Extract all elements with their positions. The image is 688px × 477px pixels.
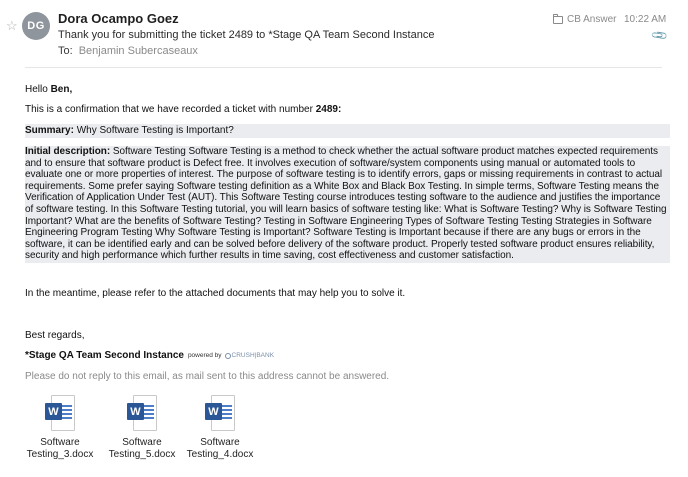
header-divider (25, 67, 662, 68)
meantime-text: In the meantime, please refer to the attached documents that may help you to solve it. (25, 288, 406, 299)
word-badge: W (205, 403, 222, 420)
word-doc-icon (205, 395, 235, 431)
initial-description-block (25, 146, 670, 263)
attachment-item[interactable] (180, 395, 260, 461)
greeting (25, 84, 670, 96)
initial-description-text: Software Testing Software Testing is a method to check whether the actual software product matches expected requirements and to ensure that software product is Defect free. It involves execution of software/system components using manual or automated tools to evaluate one or more properties of interest. The purpose of software testing is to identify errors, gaps or missing requirements in contrast to actual requirements. Some prefer saying Software testing definition as a White Box and Black Box Testing. In simple terms, Software Testing means the Verification of Application Under Test (AUT). This Software Testing course introduces testing software to the audience and justifies the importance of software testing. In this Software Testing tutorial, you will learn basics of software testing like: What is Software Testing? Why is Software Testing Important? What are the benefits of Software Testing? Testing in Software Engineering Types of Software Testing Testing Strategies in Software Engineering Program Testing Why Software Testing is Important? Software Testing is Important because if there are any bugs or errors in the software, it can be identified early and can be solved before delivery of the software product. Properly tested software product ensures reliability, security and high performance which further results in time saving, cost effectiveness and customer satisfaction. (25, 146, 667, 262)
timestamp: 10:22 AM (624, 14, 667, 25)
greeting-name: Ben, (50, 84, 73, 95)
summary-block (25, 124, 670, 138)
confirmation-sentence: This is a confirmation that we have recorded a ticket with number (25, 104, 313, 115)
crushbank-logo-text: CRUSH|BANK (231, 352, 275, 359)
word-doc-icon (127, 395, 157, 431)
attachment-item[interactable] (20, 395, 100, 461)
ticket-number: 2489: (315, 104, 342, 115)
folder-name: CB Answer (567, 14, 617, 25)
avatar: DG (22, 12, 50, 40)
word-badge: W (127, 403, 144, 420)
greeting-word: Hello (25, 84, 48, 95)
recipient-name[interactable]: Benjamin Subercaseaux (78, 45, 198, 57)
attachment-name: Software Testing_5.docx (108, 437, 176, 460)
sender-name: Dora Ocampo Goez (58, 11, 179, 26)
to-label: To: (58, 45, 73, 57)
attachment-item[interactable] (102, 395, 182, 461)
crushbank-logo (225, 350, 275, 362)
noreply-notice: Please do not reply to this email, as mail sent to this address cannot be answered. (25, 371, 390, 382)
signature-team: *Stage QA Team Second Instance (25, 350, 184, 361)
folder-label[interactable] (553, 14, 616, 25)
powered-by-text: powered by (187, 352, 222, 359)
star-icon[interactable]: ☆ (6, 18, 18, 33)
word-doc-icon (45, 395, 75, 431)
confirmation-text (25, 104, 670, 116)
regards-text: Best regards, (25, 330, 85, 341)
word-badge: W (45, 403, 62, 420)
crushbank-mark-icon (225, 353, 231, 359)
initial-description-label: Initial description: (25, 146, 111, 157)
summary-label: Summary: (25, 125, 74, 136)
signature (25, 350, 670, 362)
recipient-line (58, 45, 198, 57)
folder-icon (553, 16, 563, 24)
paperclip-icon: 📎 (651, 26, 670, 45)
email-subject: Thank you for submitting the ticket 2489 to *Stage QA Team Second Instance (58, 29, 435, 41)
summary-text: Why Software Testing is Important? (76, 125, 234, 136)
attachment-name: Software Testing_3.docx (26, 437, 94, 460)
attachment-name: Software Testing_4.docx (186, 437, 254, 460)
